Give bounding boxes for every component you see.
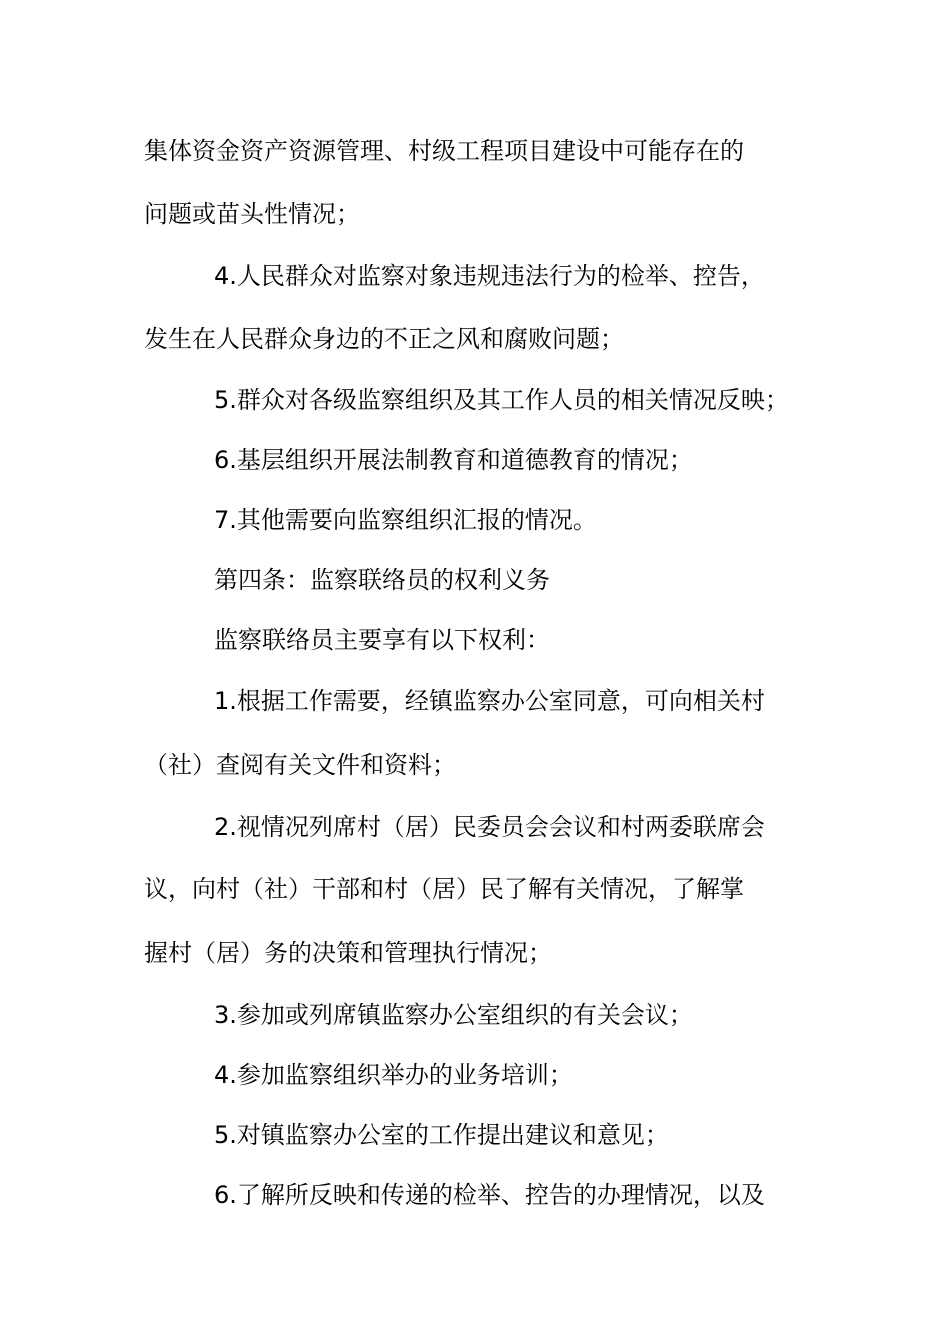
text-line: 4.人民群众对监察对象违规违法行为的检举、控告， xyxy=(214,262,765,290)
text-line: 监察联络员主要享有以下权利： xyxy=(214,626,550,654)
text-line: 发生在人民群众身边的不正之风和腐败问题； xyxy=(144,325,624,353)
text-line: （社）查阅有关文件和资料； xyxy=(144,751,456,779)
article-heading: 第四条：监察联络员的权利义务 xyxy=(214,566,550,594)
text-line: 7.其他需要向监察组织汇报的情况。 xyxy=(214,506,597,534)
text-line: 2.视情况列席村（居）民委员会会议和村两委联席会 xyxy=(214,813,765,841)
text-line: 5.对镇监察办公室的工作提出建议和意见； xyxy=(214,1121,669,1149)
text-line: 问题或苗头性情况； xyxy=(144,200,360,228)
text-line: 4.参加监察组织举办的业务培训； xyxy=(214,1061,573,1089)
text-line: 握村（居）务的决策和管理执行情况； xyxy=(144,939,552,967)
text-line: 6.基层组织开展法制教育和道德教育的情况； xyxy=(214,446,693,474)
text-line: 3.参加或列席镇监察办公室组织的有关会议； xyxy=(214,1001,693,1029)
text-line: 议，向村（社）干部和村（居）民了解有关情况，了解掌 xyxy=(144,875,744,903)
text-line: 1.根据工作需要，经镇监察办公室同意，可向相关村 xyxy=(214,687,765,715)
text-line: 6.了解所反映和传递的检举、控告的办理情况，以及 xyxy=(214,1181,765,1209)
text-line: 集体资金资产资源管理、村级工程项目建设中可能存在的 xyxy=(144,137,744,165)
text-line: 5.群众对各级监察组织及其工作人员的相关情况反映； xyxy=(214,386,789,414)
